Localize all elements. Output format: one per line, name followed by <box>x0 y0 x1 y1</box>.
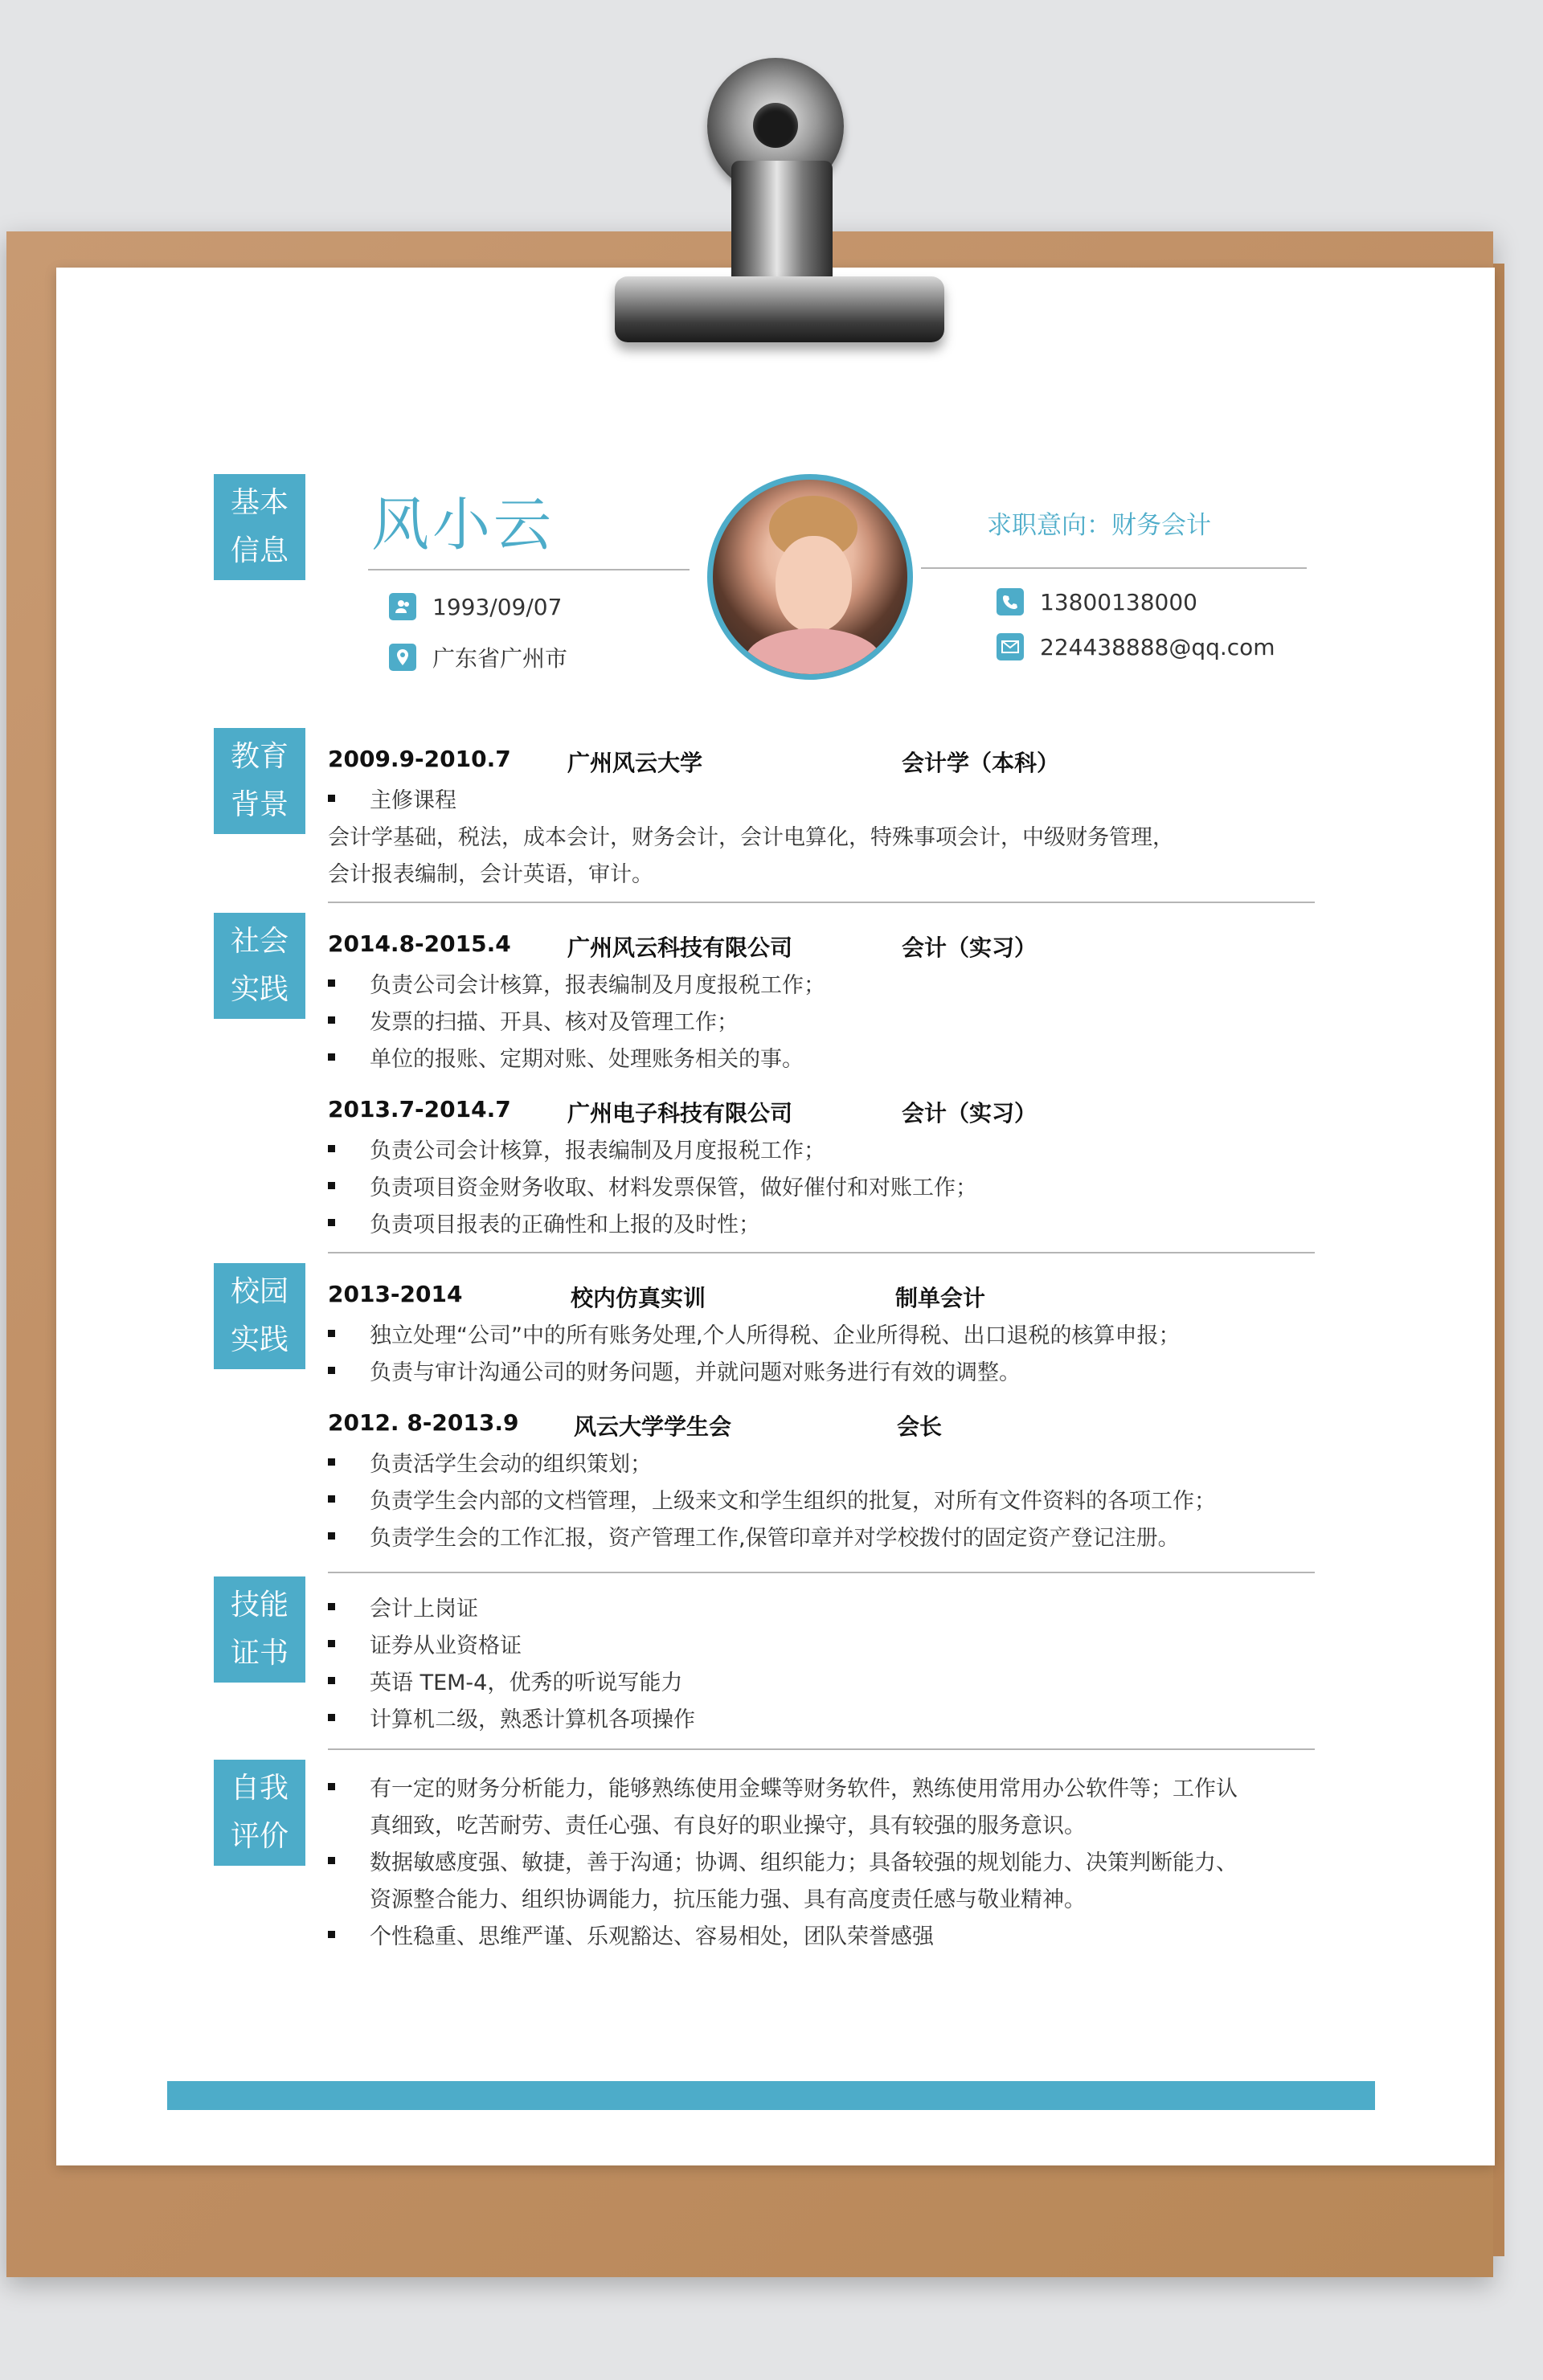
mail-icon <box>997 633 1024 660</box>
footer-accent-bar <box>167 2081 1375 2110</box>
list-item <box>328 1318 1181 1349</box>
section-divider <box>328 1748 1315 1750</box>
birthday-row <box>389 593 562 620</box>
entry-role: 会计（实习） <box>902 934 1038 961</box>
entry-period: 2013-2014 <box>328 1281 463 1307</box>
tag-self-eval <box>214 1760 305 1866</box>
tag-self-line2: 评价 <box>230 1820 289 1853</box>
entry-period: 2013.7-2014.7 <box>328 1096 511 1123</box>
clipboard-edge <box>1493 264 1504 2256</box>
list-item-text: 负责学生会内部的文档管理，上级来文和学生组织的批复，对所有文件资料的各项工作； <box>370 1489 1216 1514</box>
tag-education-line2: 背景 <box>230 788 289 821</box>
entry-org: 广州电子科技有限公司 <box>567 1100 793 1127</box>
list-item <box>328 1170 977 1201</box>
user-icon <box>389 593 416 620</box>
list-item-text: 会计上岗证 <box>370 1597 478 1621</box>
list-item <box>328 1355 1021 1386</box>
tag-campus-line2: 实践 <box>230 1323 289 1356</box>
list-item <box>328 1665 682 1696</box>
list-item-text: 负责学生会的工作汇报，资产管理工作,保管印章并对学校拨付的固定资产登记注册。 <box>370 1526 1180 1551</box>
courses-line-2: 会计报表编制，会计英语，审计。 <box>328 862 653 887</box>
list-item-text: 英语 TEM-4，优秀的听说写能力 <box>370 1670 683 1695</box>
entry-org: 风云大学学生会 <box>574 1413 732 1440</box>
header-divider-right <box>921 567 1307 569</box>
entry-role: 会计（实习） <box>902 1100 1038 1127</box>
courses-line-1: 会计学基础，税法，成本会计，财务会计，会计电算化，特殊事项会计，中级财务管理， <box>328 825 1174 850</box>
tag-basic-info <box>214 474 305 580</box>
list-item <box>328 1591 478 1622</box>
list-item <box>328 1919 1244 1956</box>
list-item-text: 独立处理“公司”中的所有账务处理,个人所得税、企业所得税、出口退税的核算申报； <box>370 1323 1181 1348</box>
entry-org: 广州风云大学 <box>567 750 703 776</box>
tag-social <box>214 913 305 1019</box>
clip-hole <box>753 103 798 148</box>
tag-basic-line2: 信息 <box>230 534 289 567</box>
list-item <box>328 1446 652 1478</box>
tag-self-line1: 自我 <box>230 1772 289 1805</box>
tag-education <box>214 728 305 834</box>
tag-social-line2: 实践 <box>230 973 289 1006</box>
email: 224438888@qq.com <box>1040 633 1275 660</box>
list-item-text: 数据敏感度强、敏捷，善于沟通；协调、组织能力；具备较强的规划能力、决策判断能力、资源整合能力、组织协调能力，抗压能力强、具有高度责任感与敬业精神。 <box>370 1850 1238 1912</box>
clip-stem <box>731 161 833 289</box>
phone-row <box>997 588 1197 615</box>
tag-skills <box>214 1576 305 1683</box>
tag-education-line1: 教育 <box>230 740 289 773</box>
section-divider <box>328 1252 1315 1253</box>
tag-campus <box>214 1263 305 1369</box>
tag-skills-line2: 证书 <box>230 1637 289 1670</box>
list-item <box>328 1041 804 1073</box>
phone-icon <box>997 588 1024 615</box>
tag-social-line1: 社会 <box>230 925 289 958</box>
list-item <box>328 1771 1244 1845</box>
list-item-text: 负责公司会计核算，报表编制及月度报税工作； <box>370 973 825 998</box>
list-item-text: 证券从业资格证 <box>370 1634 522 1658</box>
list-item-text: 有一定的财务分析能力，能够熟练使用金蝶等财务软件，熟练使用常用办公软件等；工作认真细致，吃苦耐劳、责任心强、有良好的职业操守，具有较强的服务意识。 <box>370 1777 1238 1838</box>
entry-role: 制单会计 <box>895 1285 986 1311</box>
list-item-text: 负责活学生会动的组织策划； <box>370 1452 652 1477</box>
candidate-name: 风小云 <box>371 491 555 558</box>
birthday: 1993/09/07 <box>432 593 563 620</box>
header-divider-left <box>368 569 690 570</box>
entry-period: 2014.8-2015.4 <box>328 930 511 957</box>
list-item <box>328 1483 1216 1515</box>
list-item <box>328 1702 695 1733</box>
list-item <box>328 1004 739 1036</box>
job-target: 求职意向：财务会计 <box>987 511 1211 540</box>
section-divider <box>328 1572 1315 1573</box>
photo-face <box>776 536 852 632</box>
photo-shirt <box>745 628 882 680</box>
list-item <box>328 1845 1244 1919</box>
list-item <box>328 1628 522 1659</box>
list-item <box>328 783 456 814</box>
section-divider <box>328 902 1315 903</box>
location-row <box>389 641 567 673</box>
tag-skills-line1: 技能 <box>230 1589 289 1621</box>
list-item-text: 计算机二级，熟悉计算机各项操作 <box>370 1707 695 1732</box>
entry-period: 2012. 8-2013.9 <box>328 1409 519 1436</box>
list-item-text: 发票的扫描、开具、核对及管理工作； <box>370 1010 739 1035</box>
list-item-text: 负责与审计沟通公司的财务问题，并就问题对账务进行有效的调整。 <box>370 1360 1021 1385</box>
list-item <box>328 1207 760 1238</box>
phone: 13800138000 <box>1040 588 1197 615</box>
profile-photo <box>707 474 913 680</box>
clip-base <box>615 276 944 342</box>
entry-org: 广州风云科技有限公司 <box>567 934 793 961</box>
tag-campus-line1: 校园 <box>230 1275 289 1308</box>
list-item <box>328 1520 1180 1552</box>
entry-org: 校内仿真实训 <box>571 1285 706 1311</box>
location: 广东省广州市 <box>432 645 568 672</box>
entry-role: 会长 <box>897 1413 943 1440</box>
course-label: 主修课程 <box>370 788 456 813</box>
entry-role: 会计学（本科） <box>902 750 1060 776</box>
location-icon <box>389 644 416 671</box>
tag-basic-line1: 基本 <box>230 486 289 519</box>
list-item <box>328 967 825 999</box>
list-item-text: 负责项目资金财务收取、材料发票保管，做好催付和对账工作； <box>370 1176 977 1200</box>
list-item <box>328 1133 825 1164</box>
email-row <box>997 633 1275 660</box>
list-item-text: 负责公司会计核算，报表编制及月度报税工作； <box>370 1139 825 1163</box>
list-item-text: 个性稳重、思维严谨、乐观豁达、容易相处，团队荣誉感强 <box>370 1924 934 1949</box>
list-item-text: 单位的报账、定期对账、处理账务相关的事。 <box>370 1047 804 1072</box>
list-item-text: 负责项目报表的正确性和上报的及时性； <box>370 1212 760 1237</box>
entry-period: 2009.9-2010.7 <box>328 746 511 772</box>
